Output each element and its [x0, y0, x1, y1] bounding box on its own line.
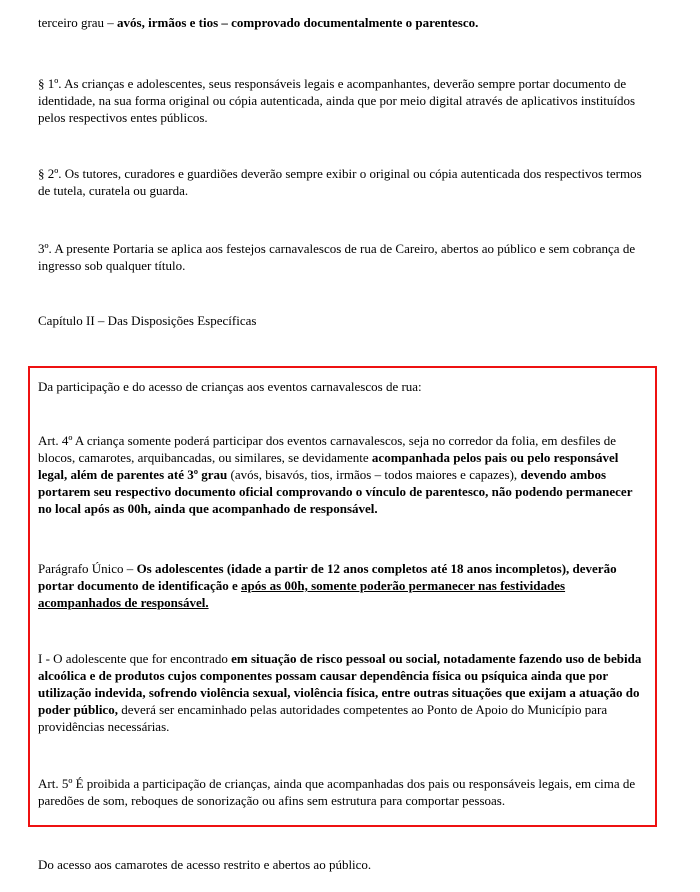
paragraph-2	[38, 165, 654, 199]
article-3	[38, 240, 654, 274]
text-run: após as 00h, somente poderão permanecer nas festividades acompanhados de responsável.	[38, 578, 566, 610]
text-run: Do acesso aos camarotes de acesso restrito e abertos ao público.	[38, 857, 372, 872]
item-1	[38, 650, 647, 735]
article-4	[38, 432, 647, 517]
section-cabins-heading	[38, 856, 654, 873]
text-run: devendo ambos portarem seu respectivo documento oficial comprovando o vínculo de parentesco, não podendo permanecer no local após as 00h, ainda que acompanhado de responsável.	[38, 467, 633, 516]
text-run: Os adolescentes (idade a partir de 12 anos completos até 18 anos incompletos), deverão portar documento de identificação e	[38, 561, 617, 593]
highlight-box	[28, 366, 657, 827]
text-run: em situação de risco pessoal ou social, notadamente fazendo uso de bebida alcoólica e de produtos cujos componentes possam causar dependência física ou psíquica ainda que por utilização indevida, sofrendo violência sexual, violência física, entre outras situações que exijam a atuação do poder público,	[38, 651, 642, 717]
text-run: I - O adolescente que for encontrado	[38, 651, 232, 666]
chapter-2-heading	[38, 312, 654, 329]
text-run: terceiro grau –	[38, 15, 118, 30]
text-run: (avós, bisavós, tios, irmãos – todos maiores e capazes),	[230, 467, 521, 482]
sole-paragraph	[38, 560, 647, 611]
text-run: 3º. A presente Portaria se aplica aos festejos carnavalescos de rua de Careiro, abertos ao público e sem cobrança de ingresso sob qualquer título.	[38, 241, 636, 273]
text-run: § 1º. As crianças e adolescentes, seus responsáveis legais e acompanhantes, deverão sempre portar documento de identidade, na sua forma original ou cópia autenticada, ainda que por meio digital através de aplicativos instituídos pelos respectivos entes públicos.	[38, 76, 636, 125]
text-run: deverá ser encaminhado pelas autoridades competentes ao Ponto de Apoio do Município para providências necessárias.	[38, 702, 608, 734]
text-run: Art. 5º É proibida a participação de crianças, ainda que acompanhadas dos pais ou responsáveis legais, em cima de paredões de som, reboques de sonorização ou afins sem estrutura para comportar pessoas.	[38, 776, 636, 808]
box-section-intro	[38, 378, 647, 395]
text-run: acompanhada pelos pais ou pelo responsável legal, além de parentes até 3º grau	[38, 450, 619, 482]
text-run: Da participação e do acesso de crianças aos eventos carnavalescos de rua:	[38, 379, 422, 394]
paragraph-third-degree-continuation	[38, 14, 654, 31]
text-run: § 2º. Os tutores, curadores e guardiões deverão sempre exibir o original ou cópia autenticada dos respectivos termos de tutela, curatela ou guarda.	[38, 166, 642, 198]
text-run: Capítulo II – Das Disposições Específicas	[38, 313, 257, 328]
text-run: avós, irmãos e tios – comprovado documentalmente o parentesco.	[117, 15, 479, 30]
article-5	[38, 775, 647, 809]
text-run: Parágrafo Único –	[38, 561, 137, 576]
text-run: Art. 4º A criança somente poderá participar dos eventos carnavalescos, seja no corredor da folia, em desfiles de blocos, camarotes, arquibancadas, ou similares, se devidamente	[38, 433, 616, 465]
paragraph-1	[38, 75, 654, 126]
